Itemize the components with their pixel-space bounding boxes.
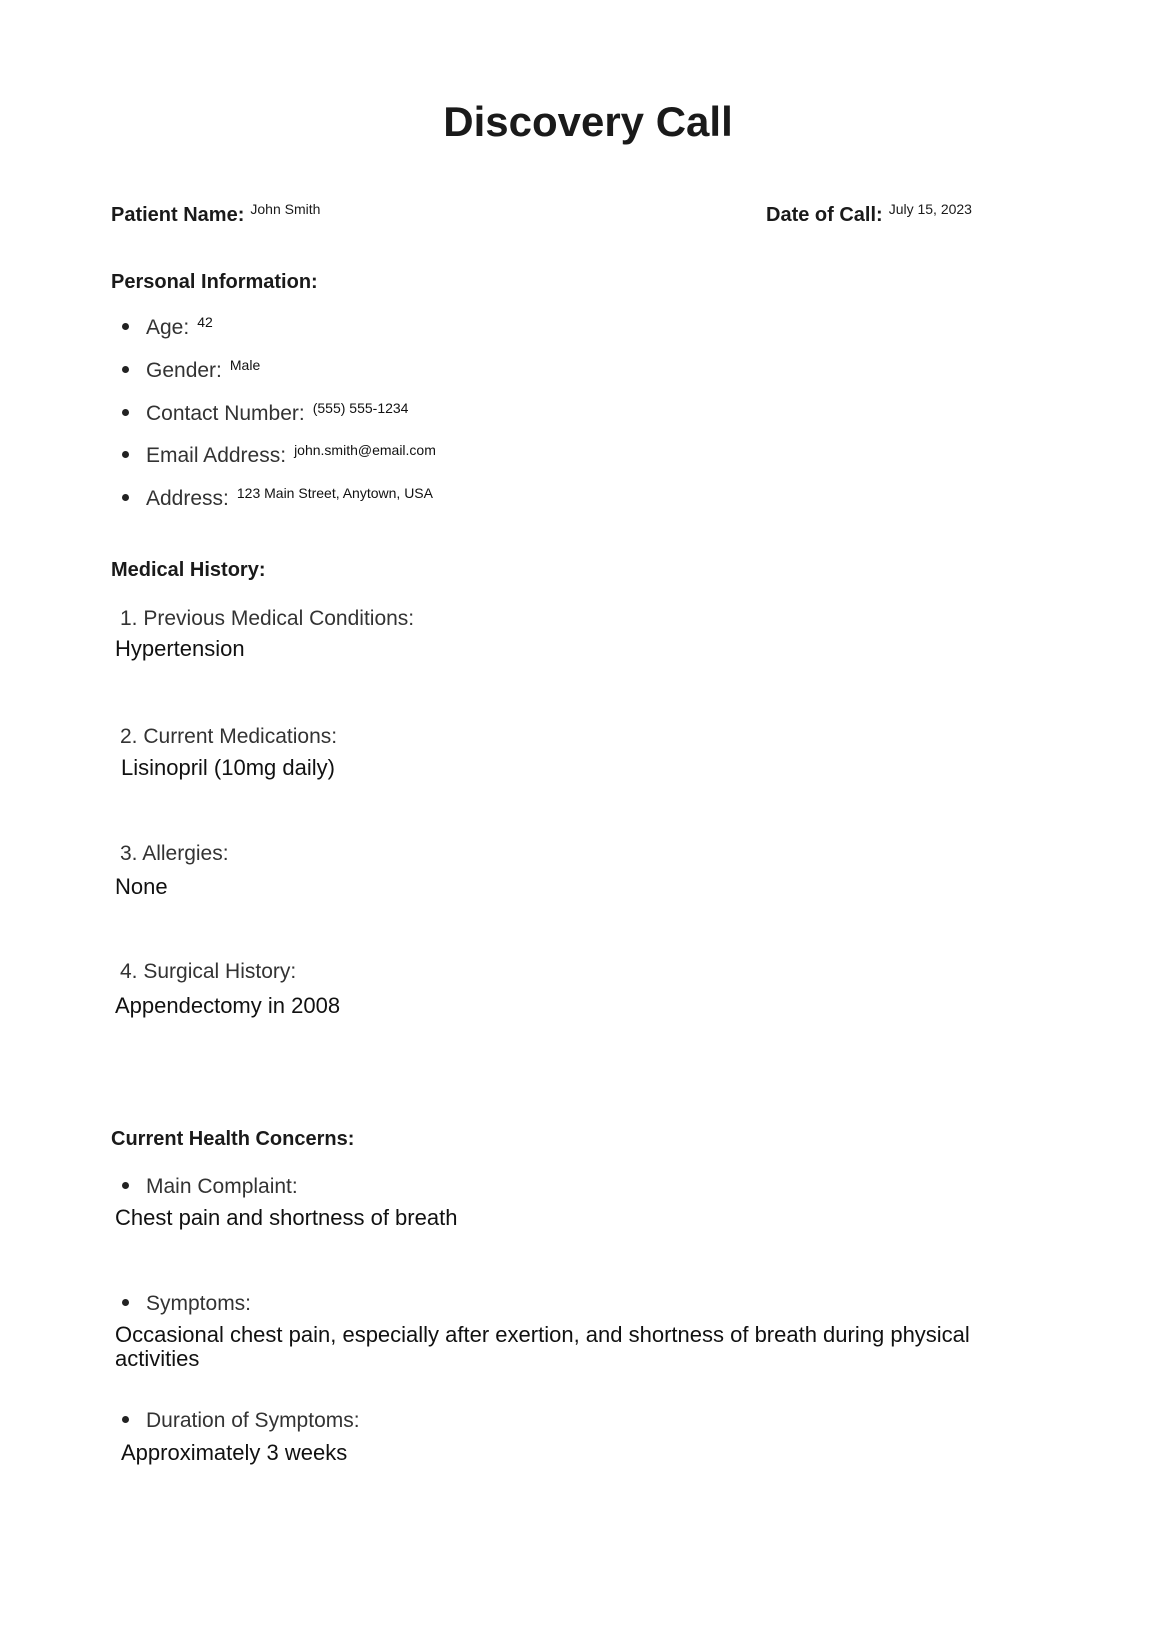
item-label: Duration of Symptoms: — [146, 1409, 360, 1432]
item-label: Symptoms: — [146, 1292, 252, 1315]
item-value: Lisinopril (10mg daily) — [121, 755, 335, 780]
page-title: Discovery Call — [443, 98, 733, 145]
item-value: 123 Main Street, Anytown, USA — [236, 485, 433, 501]
list-item — [122, 402, 408, 426]
health-concerns-heading: Current Health Concerns: — [111, 1128, 355, 1150]
date-of-call-label: Date of Call: — [766, 204, 883, 226]
list-item — [122, 1292, 251, 1316]
item-value: john.smith@email.com — [294, 442, 436, 458]
item-value: Approximately 3 weeks — [121, 1440, 348, 1465]
bullet-icon — [122, 1299, 129, 1306]
list-item — [122, 359, 260, 383]
patient-name-label: Patient Name: — [111, 204, 245, 226]
item-value: Hypertension — [115, 636, 245, 661]
item-label: Gender: — [146, 359, 222, 382]
bullet-icon — [122, 323, 129, 330]
bullet-icon — [122, 494, 129, 501]
medical-history-heading: Medical History: — [111, 559, 266, 581]
patient-name-value: John Smith — [250, 201, 321, 217]
item-value: Chest pain and shortness of breath — [115, 1205, 458, 1230]
item-label: Contact Number: — [146, 402, 305, 425]
list-item — [122, 316, 213, 340]
list-item — [122, 444, 436, 468]
item-value: (555) 555-1234 — [312, 400, 409, 416]
bullet-icon — [122, 1182, 129, 1189]
bullet-icon — [122, 366, 129, 373]
item-label: 1. Previous Medical Conditions: — [120, 607, 415, 630]
date-of-call-value: July 15, 2023 — [888, 201, 972, 217]
bullet-icon — [122, 451, 129, 458]
bullet-icon — [122, 409, 129, 416]
item-label: Email Address: — [146, 444, 287, 467]
item-label: Main Complaint: — [146, 1175, 298, 1198]
list-item — [122, 1175, 298, 1199]
item-value: None — [115, 874, 168, 899]
item-value: Occasional chest pain, especially after exertion, and shortness of breath during physical activities — [115, 1322, 970, 1371]
list-item — [122, 487, 433, 511]
list-item — [122, 1409, 360, 1433]
item-value: Appendectomy in 2008 — [115, 993, 341, 1018]
item-label: 2. Current Medications: — [120, 725, 338, 748]
item-value: 42 — [197, 314, 213, 330]
patient-name-field — [111, 201, 321, 227]
date-of-call-field — [766, 201, 972, 227]
item-label: 4. Surgical History: — [120, 960, 297, 983]
item-label: Address: — [146, 487, 229, 510]
bullet-icon — [122, 1416, 129, 1423]
item-value: Male — [229, 357, 261, 373]
personal-info-heading: Personal Information: — [111, 271, 318, 293]
item-label: 3. Allergies: — [120, 842, 229, 865]
item-label: Age: — [146, 316, 190, 339]
